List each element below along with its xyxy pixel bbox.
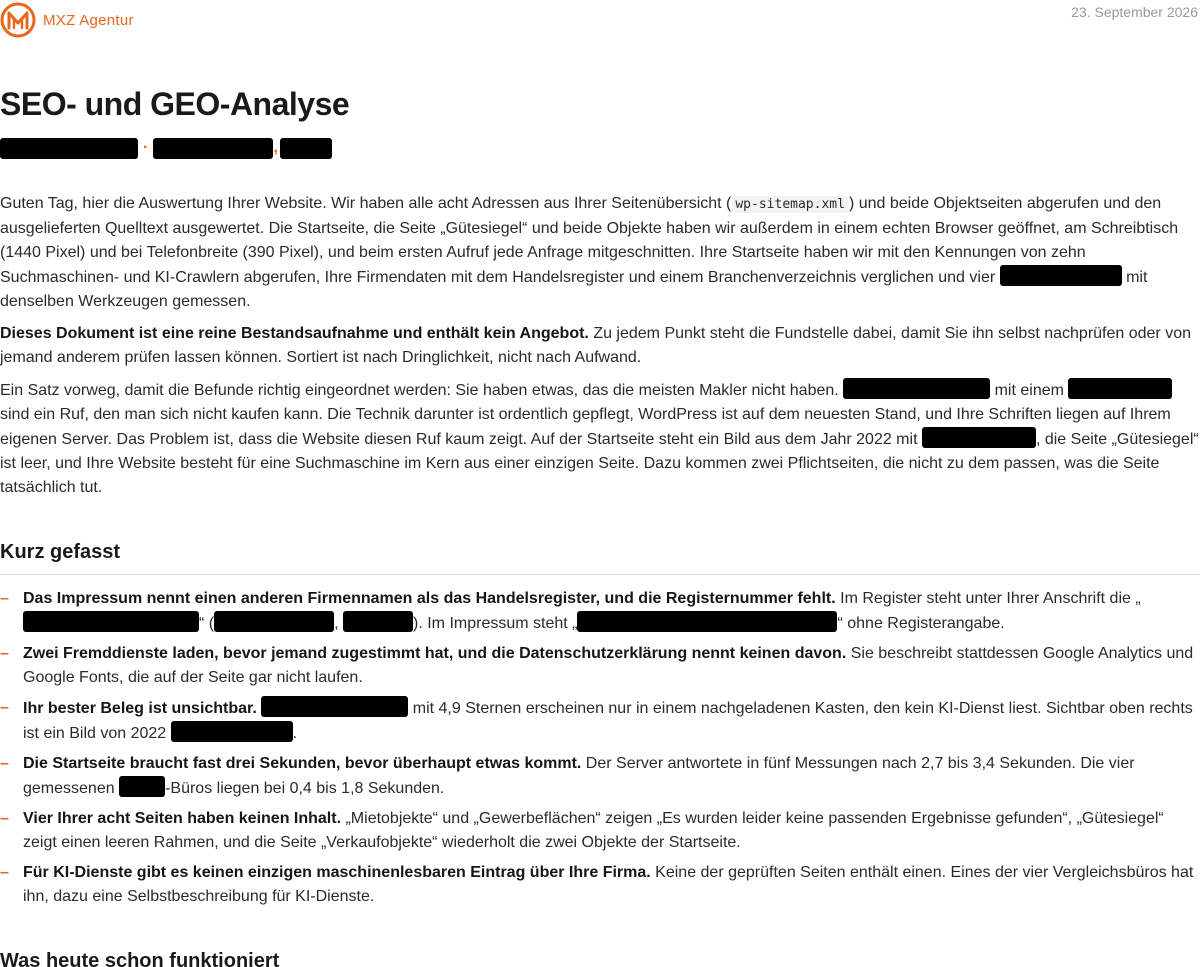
sitemap-code: wp-sitemap.xml: [731, 196, 849, 213]
redacted-block: [843, 378, 990, 399]
redacted-block: [922, 427, 1036, 448]
redacted-block: [119, 776, 165, 797]
redacted-block: [261, 696, 408, 717]
document-body: [0, 84, 1200, 967]
dash-bullet: –: [0, 699, 9, 716]
list-item: – Ihr bester Beleg ist unsichtbar. mit 4,9 Sternen erscheinen nur in einem nachgeladenen Kasten, den kein KI-Dienst liest. Sichtbar oben rechts ist ein Bild von 2022 .: [0, 696, 1200, 746]
list-item: – Für KI-Dienste gibt es keinen einzigen maschinenlesbaren Eintrag über Ihre Firma. Keine der geprüften Seiten enthält einen. Eines der vier Vergleichsbüros hat ihn, dazu eine Selbstbeschreibung für KI-Dienste.: [0, 861, 1200, 909]
list-item: – Zwei Fremddienste laden, bevor jemand zugestimmt hat, und die Datenschutzerklärung nennt keinen davon. Sie beschreibt stattdessen Google Analytics und Google Fonts, die auf der Seite gar nicht laufen.: [0, 642, 1200, 690]
mxz-logo-icon: [0, 2, 36, 38]
separator-comma: ,: [273, 139, 278, 156]
brand-logo: [0, 2, 134, 38]
redacted-block: [280, 138, 332, 159]
page-title: SEO- und GEO-Analyse: [0, 86, 350, 122]
list-item: – Das Impressum nennt einen anderen Firmennamen als das Handelsregister, und die Registernummer fehlt. Im Register steht unter Ihrer Anschrift die „“ ( , ). Im Impressum steht „ “ ohne Registerangabe.: [0, 587, 1200, 636]
redacted-block: [1068, 378, 1172, 399]
redacted-block: [153, 138, 273, 159]
redacted-block: [577, 611, 837, 632]
dash-bullet: –: [0, 864, 9, 881]
redacted-block: [23, 611, 199, 632]
disclaimer-paragraph: Dieses Dokument ist eine reine Bestandsaufnahme und enthält kein Angebot. Zu jedem Punkt steht die Fundstelle dabei, damit Sie ihn selbst nachprüfen oder von jemand anderem prüfen lassen können. Sortiert ist nach Dringlichkeit, nicht nach Aufwand.: [0, 325, 1191, 366]
client-line: [0, 136, 1200, 160]
section-heading-working: Was heute schon funktioniert: [0, 950, 280, 967]
dash-bullet: –: [0, 645, 9, 662]
list-item: – Die Startseite braucht fast drei Sekunden, bevor überhaupt etwas kommt. Der Server antwortete in fünf Messungen nach 2,7 bis 3,4 Sekunden. Die vier gemessenen -Büros liegen bei 0,4 bis 1,8 Sekunden.: [0, 752, 1200, 801]
context-paragraph: Ein Satz vorweg, damit die Befunde richtig eingeordnet werden: Sie haben etwas, das die meisten Makler nicht haben. mit einem sind ein Ruf, den man sich nicht kaufen kann. Die Technik darunter ist ordentlich gepflegt, WordPress ist auf dem neuesten Stand, und Ihre Schriften liegen auf Ihrem eigenen Server. Das Problem ist, dass die Website diesen Ruf kaum zeigt. Auf der Startseite steht ein Bild aus dem Jahr 2022 mit , die Seite „Gütesiegel“ ist leer, und Ihre Website besteht für eine Suchmaschine im Kern aus einer einzigen Seite. Dazu kommen zwei Pflichtseiten, die nicht zu dem passen, was die Seite tatsächlich tut.: [0, 378, 1200, 500]
redacted-block: [171, 721, 293, 742]
redacted-block: [1000, 265, 1122, 286]
document-header: [0, 0, 1200, 40]
intro-paragraph: Guten Tag, hier die Auswertung Ihrer Website. Wir haben alle acht Adressen aus Ihrer Seitenübersicht ( wp-sitemap.xml ) und beide Objektseiten abgerufen und den ausgelieferten Quelltext ausgewertet. Die Startseite, die Seite „Gütesiegel“ und beide Objekte haben wir außerdem in einem echten Browser geöffnet, am Schreibtisch (1440 Pixel) und bei Telefonbreite (390 Pixel), und beim ersten Aufruf jede Anfrage mitgeschnitten. Ihre Startseite haben wir mit den Kennungen von zehn Suchmaschinen- und KI-Crawlern abgerufen, Ihre Firmendaten mit dem Handelsregister und einem Branchenverzeichnis verglichen und vier mit denselben Werkzeugen gemessen.: [0, 195, 1179, 310]
summary-list: [0, 587, 1200, 909]
dash-bullet: –: [0, 590, 9, 607]
dash-bullet: –: [0, 755, 9, 772]
document-date: 23. September 2026: [1071, 4, 1198, 20]
list-item: – Vier Ihrer acht Seiten haben keinen Inhalt. „Mietobjekte“ und „Gewerbeflächen“ zeigen „Es wurden leider keine passenden Ergebnisse gefunden“, „Gütesiegel“ zeigt einen leeren Rahmen, und die Seite „Verkaufobjekte“ wiederholt die zwei Objekte der Startseite.: [0, 807, 1200, 855]
redacted-block: [0, 138, 138, 159]
redacted-block: [343, 611, 413, 632]
redacted-block: [214, 611, 334, 632]
dash-bullet: –: [0, 810, 9, 827]
summary-heading: Kurz gefasst: [0, 538, 1200, 575]
brand-name: MXZ Agentur: [43, 11, 134, 29]
separator-dot: ·: [143, 139, 149, 156]
